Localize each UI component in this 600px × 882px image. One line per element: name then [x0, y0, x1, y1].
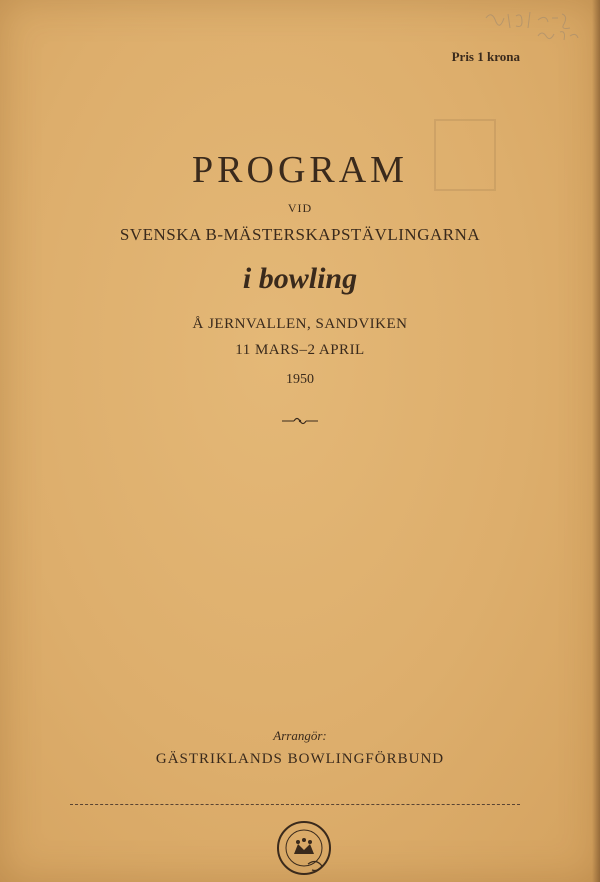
dashed-divider [70, 804, 520, 805]
year-text: 1950 [286, 372, 314, 387]
handwritten-note [478, 6, 588, 46]
venue-text: Å JERNVALLEN, SANDVIKEN [192, 316, 408, 332]
event-name: SVENSKA B-MÄSTERSKAPSTÄVLINGARNA [119, 225, 481, 244]
page-title: PROGRAM [192, 149, 408, 191]
sport-name: i bowling [242, 262, 358, 295]
ornament-icon [280, 415, 320, 427]
preposition-text: VID [287, 201, 313, 215]
paper-edge-shadow [592, 0, 600, 882]
organizer-name: GÄSTRIKLANDS BOWLINGFÖRBUND [155, 751, 445, 767]
organizer-label: Arrangör: [273, 728, 327, 743]
dates-text: 11 MARS–2 APRIL [235, 342, 365, 358]
price-label: Pris 1 krona [451, 49, 520, 64]
library-stamp-icon [274, 818, 334, 878]
